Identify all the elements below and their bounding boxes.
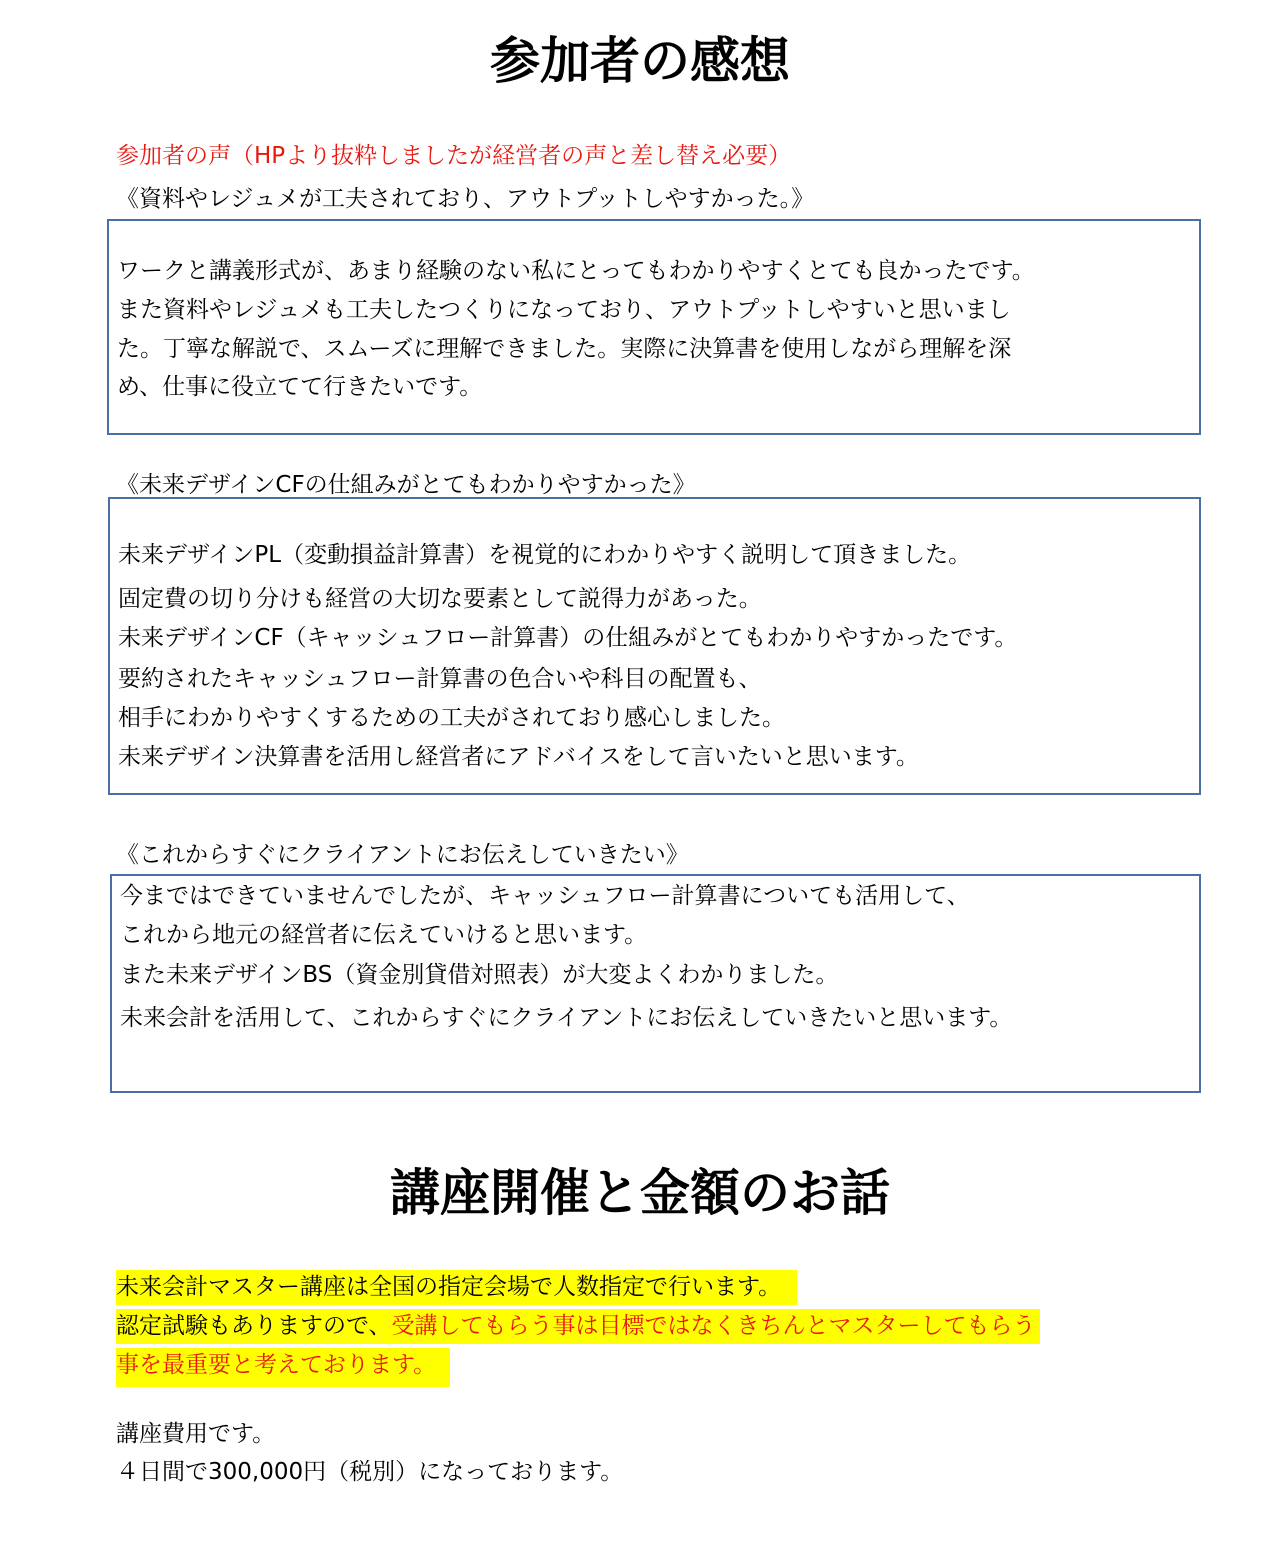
testimonial-line: ワークと講義形式が、あまり経験のない私にとってもわかりやすくとても良かったです。 (117, 258, 1035, 284)
testimonial-line: 固定費の切り分けも経営の大切な要素として説得力があった。 (118, 586, 762, 612)
testimonial-line: また未来デザインBS（資金別貸借対照表）が大変よくわかりました。 (120, 962, 839, 988)
testimonial-line: 今まではできていませんでしたが、キャッシュフロー計算書についても活用して、 (120, 883, 970, 909)
fee-label: 講座費用です。 (116, 1421, 276, 1447)
testimonial-heading: 《未来デザインCFの仕組みがとてもわかりやすかった》 (116, 472, 696, 498)
testimonial-box (107, 219, 1201, 435)
emphasis-text: 受講してもらう事は目標ではなくきちんとマスターしてもらう (392, 1309, 1040, 1344)
emphasis-text: 事を最重要と考えております。 (116, 1348, 450, 1387)
editor-note: 参加者の声（HPより抜粋しましたが経営者の声と差し替え必要） (116, 143, 792, 169)
testimonial-line: 未来デザインPL（変動損益計算書）を視覚的にわかりやすく説明して頂きました。 (118, 542, 972, 568)
highlight-line (116, 1276, 797, 1299)
highlight-text: 認定試験もありますので、 (116, 1309, 392, 1344)
testimonial-line: また資料やレジュメも工夫したつくりになっており、アウトプットしやすいと思いまし (117, 297, 1011, 323)
testimonial-line: め、仕事に役立てて行きたいです。 (117, 374, 483, 400)
highlight-line (116, 1315, 1040, 1338)
highlight-line (116, 1354, 450, 1377)
testimonial-line: 相手にわかりやすくするための工夫がされており感心しました。 (118, 705, 785, 731)
testimonial-line: 未来デザイン決算書を活用し経営者にアドバイスをして言いたいと思います。 (118, 744, 919, 770)
page-title: 参加者の感想 (490, 32, 790, 90)
testimonial-box (108, 497, 1201, 795)
testimonial-line: 未来デザインCF（キャッシュフロー計算書）の仕組みがとてもわかりやすかったです。 (118, 625, 1018, 651)
testimonial-heading: 《これからすぐにクライアントにお伝えしていきたい》 (116, 842, 689, 868)
testimonial-box (110, 874, 1201, 1093)
testimonial-line: 未来会計を活用して、これからすぐにクライアントにお伝えしていきたいと思います。 (120, 1005, 1013, 1031)
testimonial-heading: 《資料やレジュメが工夫されており、アウトプットしやすかった。》 (116, 186, 815, 212)
testimonial-line: 要約されたキャッシュフロー計算書の色合いや科目の配置も、 (118, 666, 762, 692)
highlight-text: 未来会計マスター講座は全国の指定会場で人数指定で行います。 (116, 1270, 797, 1305)
fee-value: ４日間で300,000円（税別）になっております。 (116, 1459, 624, 1485)
testimonial-line: た。丁寧な解説で、スムーズに理解できました。実際に決算書を使用しながら理解を深 (117, 336, 1012, 362)
testimonial-line: これから地元の経営者に伝えていけると思います。 (120, 922, 648, 948)
section-title: 講座開催と金額のお話 (390, 1164, 890, 1222)
